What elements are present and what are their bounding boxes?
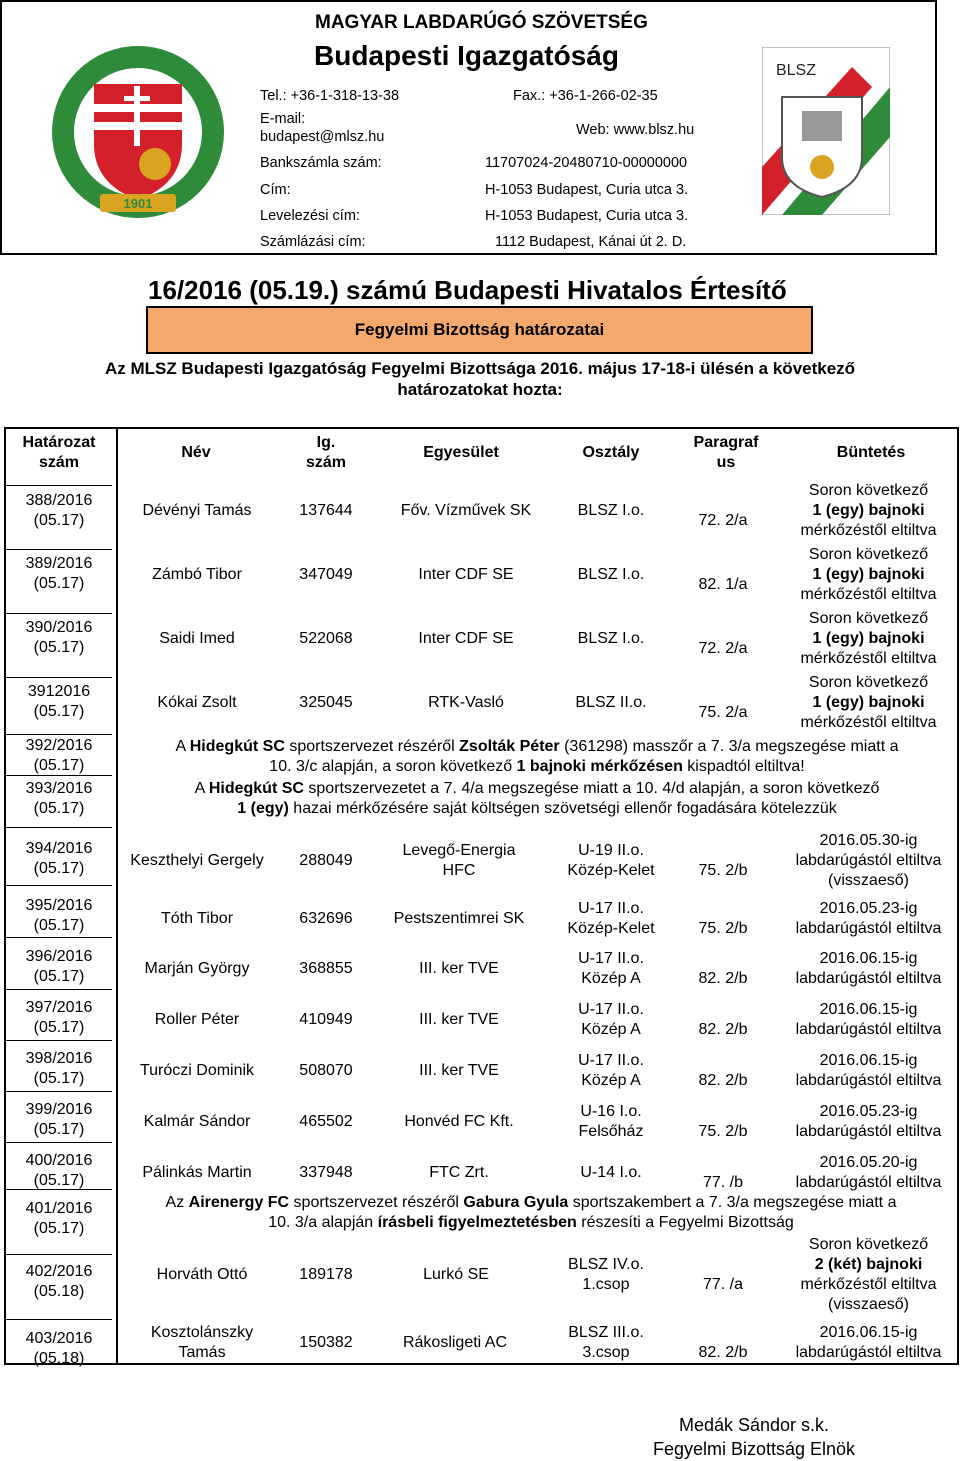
tel: Tel.: +36-1-318-13-38: [260, 88, 400, 104]
mlsz-logo-icon: [50, 44, 226, 220]
decisions-table: Határozat szám Név Ig. szám Egyesület Osztály Paragraf us Büntetés 388/2016 (05.17) 389/2016 (05.17) 390/2016 (05.17) 3912016 (05.17) 392/2016 (05.17) 393/2016 (05.17) 394/2016 (05.17) 395/2016 (05.17) 396/2016 (05.17) 397/2016 (05.17) 398/2016 (05.17) 399/2016 (05.17) 400/2016 (05.17) 401/2016 (05.17) 402/2016 (05.18) 403/2016 (05.18) Dévényi Tamás 137644 Főv. Vízművek SK BLSZ I.o. 72. 2/a Soron következő 1 (egy) bajnoki mérkőzéstől eltiltva Zámbó Tibor 347049 Inter CDF SE BLSZ I.o. 82. 1/a Soron következő 1 (egy) bajnoki mérkőzéstől eltiltva Saidi Imed 522068 Inter CDF SE BLSZ I.o. 72. 2/a Soron következő 1 (egy) bajnoki mérkőzéstől eltiltva Kókai Zsolt 325045 RTK-Vasló BLSZ II.o. 75. 2/a Soron következő 1 (egy) bajnoki mérkőzéstől eltiltva A Hidegkút SC sportszervezet részéről Zsolták Péter (361298) masszőr a 7. 3/a megszegése miatt a 10. 3/c alapján, a soron következő 1 bajnoki mérkőzésen kispadtól eltiltva! A Hidegkút SC sportszervezetet a 7. 4/a megszegése miatt a 10. 4/d alapján, a soron következő 1 (egy) hazai mérkőzésére saját költségen szövetségi ellenőr fogadására kötelezzük Keszthelyi Gergely 288049 Levegő-Energia HFC U-19 II.o. Közép-Kelet 75. 2/b 2016.05.30-ig labdarúgástól eltiltva (visszaeső) Tóth Tibor 632696 Pestszentimrei SK U-17 II.o. Közép-Kelet 75. 2/b 2016.05.23-ig labdarúgástól eltiltva Marján György 368855 III. ker TVE U-17 II.o. Közép A 82. 2/b 2016.06.15-ig labdarúgástól eltiltva Roller Péter 410949 III. ker TVE U-17 II.o. Közép A 82. 2/b 2016.06.15-ig labdarúgástól eltiltva Turóczi Dominik 508070 III. ker TVE U-17 II.o. Közép A 82. 2/b 2016.06.15-ig labdarúgástól eltiltva Kalmár Sándor 465502 Honvéd FC Kft. U-16 I.o. Felsőház 75. 2/b 2016.05.23-ig labdarúgástól eltiltva Pálinkás Martin 337948 FTC Zrt. U-14 I.o. 77. /b 2016.05.20-ig labdarúgástól eltiltva Az Airenergy FC sportszervezet részéről Gabura Gyula sportszakembert a 7. 3/a megszegése miatt a 10. 3/a alapján írásbeli figyelmeztetésben részesíti a Fegyelmi Bizottság Horváth Ottó 189178 Lurkó SE BLSZ IV.o. 1.csop 77. /a Soron következő 2 (két) bajnoki mérkőzéstől eltiltva (visszaeső) Kosztolánszky Tamás 150382 Rákosligeti AC BLSZ III.o. 3.csop 82. 2/b 2016.06.15-ig labdarúgástól eltiltva: [4, 427, 959, 1365]
row-divider: [6, 734, 112, 735]
col-header-paragraph: Paragraf us: [693, 434, 759, 471]
decision-number: 392/2016 (05.17): [25, 737, 93, 774]
col-header-decision: Határozat szám: [22, 434, 96, 471]
decision-number: 401/2016 (05.17): [25, 1200, 93, 1237]
address-value: H-1053 Budapest, Curia utca 3.: [485, 182, 689, 198]
row-divider: [6, 549, 112, 550]
decision-number: 388/2016 (05.17): [25, 492, 93, 529]
note-393: A Hidegkút SC sportszervezetet a 7. 4/a megszegése miatt a 10. 4/d alapján, a soron következő 1 (egy) hazai mérkőzésére saját költségen szövetségi ellenőr fogadására kötelezzük: [194, 780, 880, 817]
bulletin-title: 16/2016 (05.19.) számú Budapesti Hivatalos Értesítő: [148, 275, 787, 305]
row-divider: [6, 677, 112, 678]
row-divider: [6, 1040, 112, 1041]
col-header-club: Egyesület: [423, 444, 499, 461]
row-divider: [6, 485, 112, 486]
blsz-logo-icon: [762, 47, 890, 215]
col-header-division: Osztály: [582, 444, 640, 461]
fax: Fax.: +36-1-266-02-35: [513, 88, 658, 104]
decision-number: 403/2016 (05.18): [25, 1330, 93, 1367]
svg-text:BLSZ: BLSZ: [775, 62, 817, 79]
address-label: Cím:: [260, 182, 291, 198]
bank-label: Bankszámla szám:: [260, 155, 382, 171]
email-label: E-mail:: [260, 111, 306, 127]
mail-address-label: Levelezési cím:: [260, 208, 360, 224]
letterhead: [0, 0, 937, 255]
decision-number: 402/2016 (05.18): [25, 1263, 93, 1300]
col-header-id: Ig. szám: [305, 434, 347, 471]
signature: Medák Sándor s.k. Fegyelmi Bizottság Elnök: [652, 1415, 856, 1459]
web: Web: www.blsz.hu: [576, 122, 695, 138]
decision-number: 394/2016 (05.17): [25, 840, 93, 877]
billing-value: 1112 Budapest, Kánai út 2. D.: [495, 234, 687, 250]
decision-number: 390/2016 (05.17): [25, 619, 93, 656]
note-392: A Hidegkút SC sportszervezet részéről Zsolták Péter (361298) masszőr a 7. 3/a megszegése miatt a 10. 3/c alapján, a soron következő 1 bajnoki mérkőzésen kispadtól eltiltva!: [175, 738, 899, 775]
row-divider: [6, 1254, 112, 1255]
decision-number: 400/2016 (05.17): [25, 1152, 93, 1189]
decision-number: 393/2016 (05.17): [25, 780, 93, 817]
row-divider: [6, 1091, 112, 1092]
row-divider: [6, 885, 112, 886]
row-divider: [6, 1142, 112, 1143]
row-divider: [6, 989, 112, 990]
decision-number: 399/2016 (05.17): [25, 1101, 93, 1138]
section-banner: Fegyelmi Bizottság határozatai: [146, 306, 813, 354]
row-divider: [6, 613, 112, 614]
email: budapest@mlsz.hu: [260, 129, 385, 145]
col-header-penalty: Büntetés: [836, 444, 906, 461]
intro-text: Az MLSZ Budapesti Igazgatóság Fegyelmi Bizottsága 2016. május 17-18-i ülésén a következő határozatokat hozta:: [104, 359, 856, 399]
decision-number: 398/2016 (05.17): [25, 1050, 93, 1087]
note-401: Az Airenergy FC sportszervezet részéről Gabura Gyula sportszakembert a 7. 3/a megszegése miatt a 10. 3/a alapján írásbeli figyelmeztetésben részesíti a Fegyelmi Bizottság: [165, 1194, 897, 1231]
org-name: MAGYAR LABDARÚGÓ SZÖVETSÉG: [315, 12, 648, 33]
row-divider: [6, 937, 112, 938]
svg-text:1901: 1901: [123, 196, 153, 211]
row-divider: [6, 827, 112, 828]
decision-number: 3912016 (05.17): [27, 683, 91, 720]
decision-number: 397/2016 (05.17): [25, 999, 93, 1036]
decision-number: 389/2016 (05.17): [25, 555, 93, 592]
row-divider: [6, 1319, 112, 1320]
org-subtitle: Budapesti Igazgatóság: [314, 40, 619, 71]
decision-number: 396/2016 (05.17): [25, 948, 93, 985]
mail-address-value: H-1053 Budapest, Curia utca 3.: [485, 208, 689, 224]
billing-label: Számlázási cím:: [260, 234, 366, 250]
decision-number: 395/2016 (05.17): [25, 897, 93, 934]
col-header-name: Név: [181, 444, 211, 461]
bank-value: 11707024-20480710-00000000: [485, 155, 688, 171]
